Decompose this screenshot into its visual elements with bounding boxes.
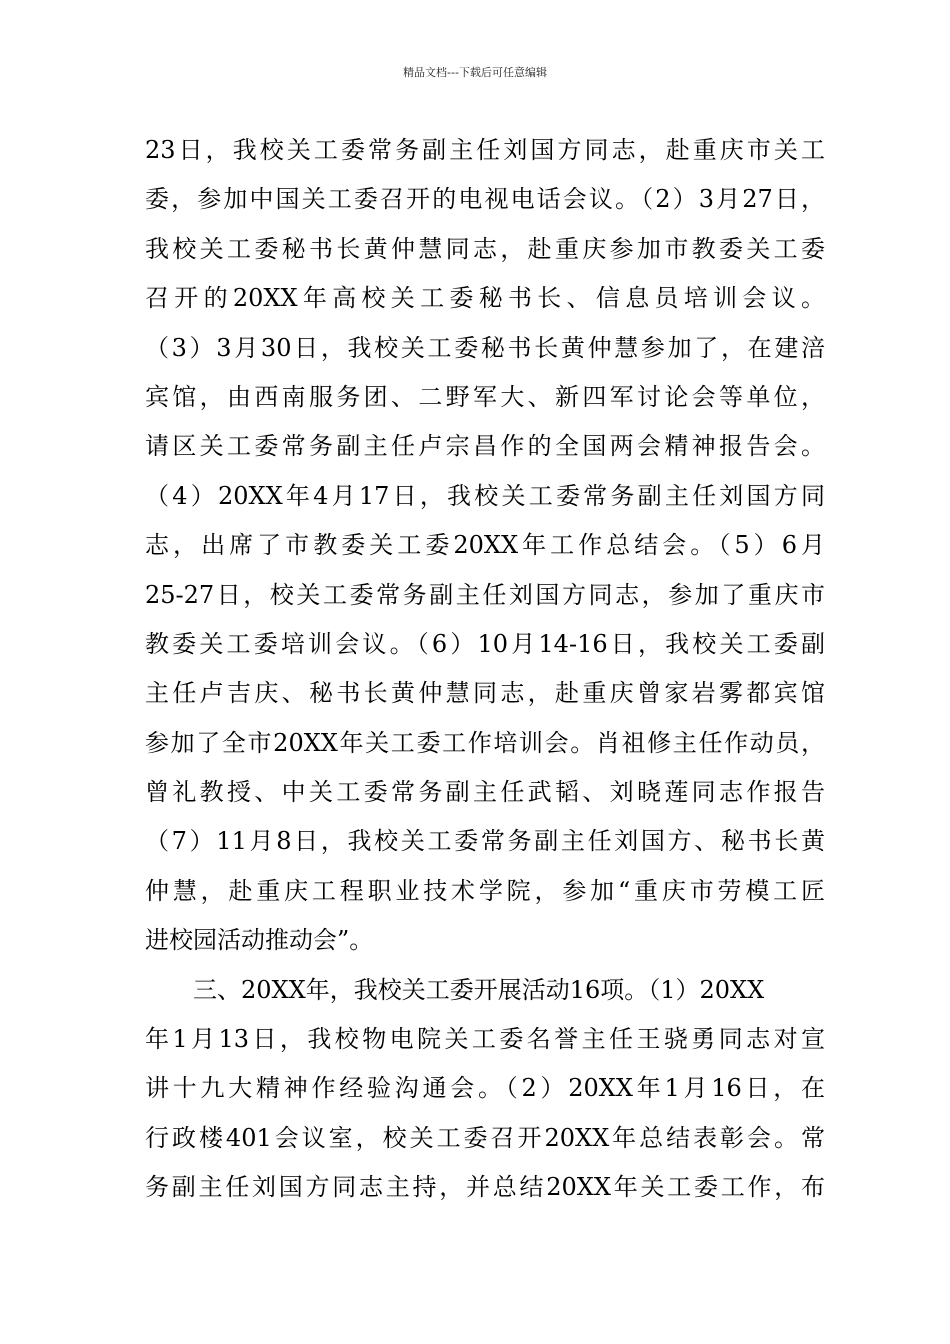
page-header: 精品文档---下载后可任意编辑 <box>403 66 547 79</box>
text-line: 曾礼教授、中关工委常务副主任武韬、刘晓莲同志作报告 <box>145 778 825 807</box>
text-line: 我校关工委秘书长黄仲慧同志，赴重庆参加市教委关工委 <box>145 234 825 263</box>
text-line: 25-27日，校关工委常务副主任刘国方同志，参加了重庆市 <box>145 580 825 609</box>
text-line: 主任卢吉庆、秘书长黄仲慧同志，赴重庆曾家岩雾都宾馆 <box>145 679 825 708</box>
text-line: 委，参加中国关工委召开的电视电话会议。（2）3月27日， <box>145 185 825 214</box>
text-line: 进校园活动推动会”。 <box>145 926 374 955</box>
text-line: 年1月13日，我校物电院关工委名誉主任王骁勇同志对宣 <box>145 1025 825 1054</box>
text-line: 参加了全市20XX年关工委工作培训会。肖祖修主任作动员， <box>145 728 825 757</box>
text-line: （4）20XX年4月17日，我校关工委常务副主任刘国方同 <box>145 481 825 510</box>
text-line: （7）11月8日，我校关工委常务副主任刘国方、秘书长黄 <box>145 827 825 856</box>
text-line: （3）3月30日，我校关工委秘书长黄仲慧参加了，在建涪 <box>145 333 825 362</box>
text-line: 志，出席了市教委关工委20XX年工作总结会。（5）6月 <box>145 531 825 560</box>
text-line: 务副主任刘国方同志主持，并总结20XX年关工委工作，布 <box>145 1173 825 1202</box>
text-line: 宾馆，由西南服务团、二野军大、新四军讨论会等单位， <box>145 382 825 411</box>
section-three-first-line: 三、20XX年，我校关工委开展活动16项。（1）20XX <box>193 975 765 1004</box>
document-body <box>145 126 825 1213</box>
text-line: 教委关工委培训会议。（6）10月14-16日，我校关工委副 <box>145 629 825 658</box>
text-line: 讲十九大精神作经验沟通会。（2）20XX年1月16日，在 <box>145 1074 825 1103</box>
text-line: 23日，我校关工委常务副主任刘国方同志，赴重庆市关工 <box>145 136 825 164</box>
text-line: 行政楼401会议室，校关工委召开20XX年总结表彰会。常 <box>145 1123 825 1152</box>
text-line: 仲慧，赴重庆工程职业技术学院，参加“重庆市劳模工匠 <box>145 876 825 905</box>
text-line: 召开的20XX年高校关工委秘书长、信息员培训会议。 <box>145 284 825 313</box>
text-line: 请区关工委常务副主任卢宗昌作的全国两会精神报告会。 <box>145 432 825 461</box>
